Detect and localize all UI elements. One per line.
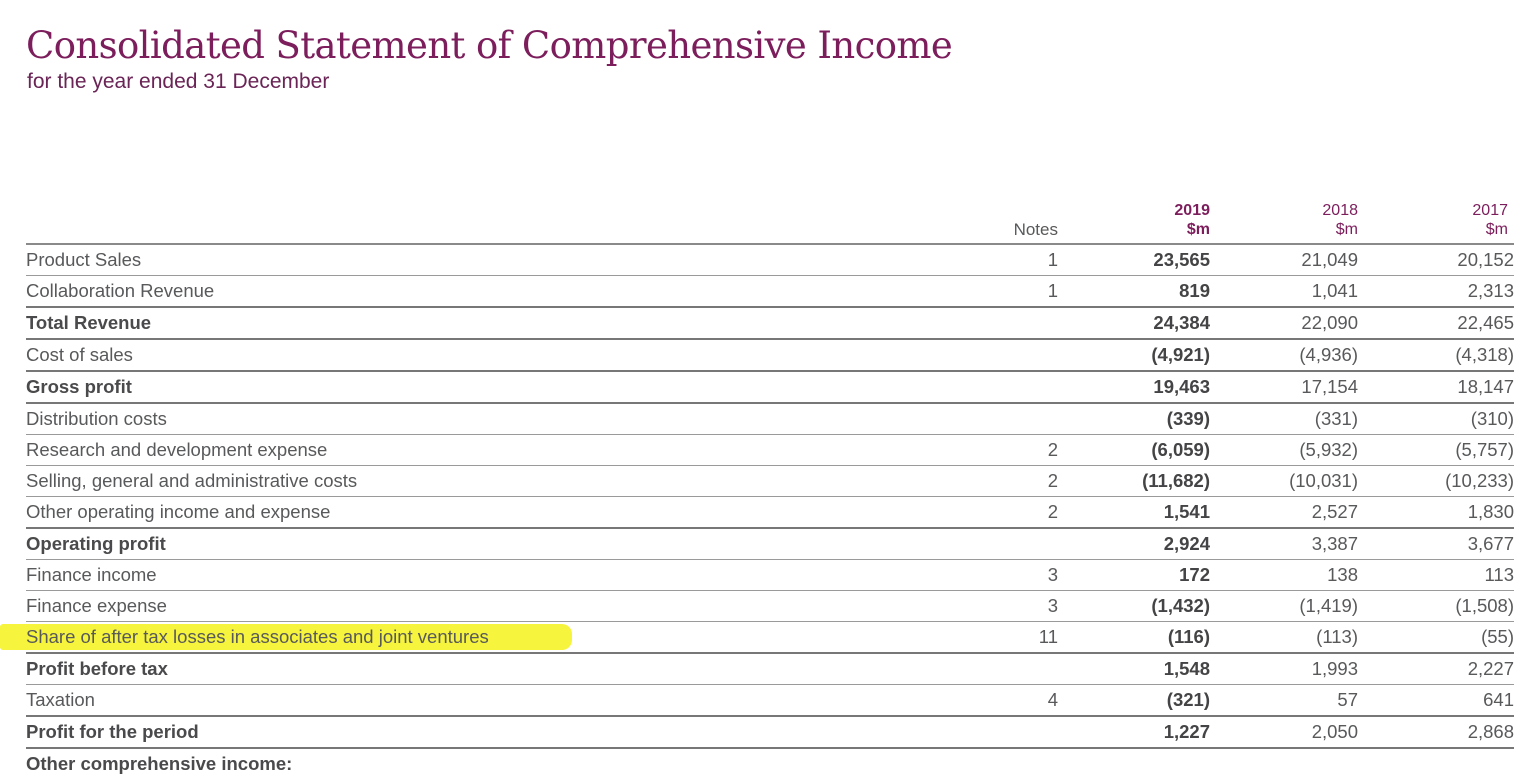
value-2018: (4,936) bbox=[1299, 344, 1358, 365]
value-2019: (4,921) bbox=[1151, 344, 1210, 365]
table-row-distribution-costs bbox=[26, 404, 1514, 435]
income-statement-table bbox=[26, 198, 1514, 779]
row-note: 2 bbox=[1047, 439, 1058, 460]
table-row-gross-profit bbox=[26, 372, 1514, 404]
value-2017: 2,313 bbox=[1467, 280, 1514, 301]
table-row-finance-expense bbox=[26, 591, 1514, 622]
value-2017: (4,318) bbox=[1455, 344, 1514, 365]
table-row-profit-for-period bbox=[26, 717, 1514, 749]
value-2018: 138 bbox=[1327, 564, 1358, 585]
row-label: Finance income bbox=[26, 564, 157, 585]
value-2018: 21,049 bbox=[1301, 249, 1358, 270]
value-2017: (5,757) bbox=[1455, 439, 1514, 460]
row-note: 2 bbox=[1047, 470, 1058, 491]
value-2018: (10,031) bbox=[1289, 470, 1358, 491]
table-row-profit-before-tax bbox=[26, 654, 1514, 685]
table-row-share-of-losses bbox=[26, 622, 1514, 654]
value-2019: 24,384 bbox=[1153, 312, 1210, 333]
row-label: Selling, general and administrative costs bbox=[26, 470, 358, 491]
row-label: Other comprehensive income: bbox=[26, 753, 293, 774]
table-row-collaboration-revenue bbox=[26, 276, 1514, 308]
value-2018: (113) bbox=[1316, 626, 1358, 647]
value-2018: 22,090 bbox=[1301, 312, 1358, 333]
value-2018: 2,527 bbox=[1311, 501, 1358, 522]
row-note: 11 bbox=[1038, 626, 1058, 647]
value-2019: (6,059) bbox=[1151, 439, 1210, 460]
value-2017: 18,147 bbox=[1457, 376, 1514, 397]
notes-column-header: Notes bbox=[1013, 220, 1058, 239]
value-2017: 22,465 bbox=[1457, 312, 1514, 333]
row-label: Other operating income and expense bbox=[26, 501, 331, 522]
table-row-product-sales bbox=[26, 245, 1514, 276]
row-note: 3 bbox=[1047, 595, 1058, 616]
value-2019: (11,682) bbox=[1142, 470, 1210, 491]
value-2018: 2,050 bbox=[1311, 721, 1358, 742]
value-2019: (1,432) bbox=[1151, 595, 1210, 616]
column-header-2019: 2019 $m bbox=[1174, 202, 1210, 238]
value-2019: 172 bbox=[1179, 564, 1210, 585]
value-2018: 1,993 bbox=[1311, 658, 1358, 679]
table-row-sga-costs bbox=[26, 466, 1514, 497]
row-label: Share of after tax losses in associates and joint ventures bbox=[26, 626, 489, 647]
value-2019: (116) bbox=[1167, 626, 1210, 647]
value-2017: 2,868 bbox=[1467, 721, 1514, 742]
value-2018: (1,419) bbox=[1299, 595, 1358, 616]
row-label: Cost of sales bbox=[26, 344, 133, 365]
value-2017: 20,152 bbox=[1457, 249, 1514, 270]
row-note: 1 bbox=[1047, 249, 1058, 270]
row-label: Taxation bbox=[26, 689, 95, 710]
value-2018: (331) bbox=[1314, 408, 1358, 429]
value-2018: 1,041 bbox=[1311, 280, 1358, 301]
value-2019: 1,548 bbox=[1163, 658, 1210, 679]
value-2017: 3,677 bbox=[1467, 533, 1514, 554]
value-2019: 1,541 bbox=[1163, 501, 1210, 522]
table-row-research-development bbox=[26, 435, 1514, 466]
row-label: Operating profit bbox=[26, 533, 166, 554]
table-row-finance-income bbox=[26, 560, 1514, 591]
row-label: Collaboration Revenue bbox=[26, 280, 215, 301]
value-2018: 3,387 bbox=[1311, 533, 1358, 554]
value-2017: 113 bbox=[1484, 564, 1514, 585]
value-2017: (310) bbox=[1470, 408, 1514, 429]
value-2019: 819 bbox=[1179, 280, 1210, 301]
column-header-2018: 2018 $m bbox=[1322, 202, 1358, 238]
row-note: 3 bbox=[1047, 564, 1058, 585]
row-label: Gross profit bbox=[26, 376, 132, 397]
row-label: Finance expense bbox=[26, 595, 167, 616]
row-note: 4 bbox=[1047, 689, 1058, 710]
value-2017: (1,508) bbox=[1455, 595, 1514, 616]
value-2019: (339) bbox=[1166, 408, 1210, 429]
row-note: 2 bbox=[1047, 501, 1058, 522]
value-2017: 2,227 bbox=[1467, 658, 1514, 679]
row-note: 1 bbox=[1047, 280, 1058, 301]
table-row-taxation bbox=[26, 685, 1514, 717]
row-label: Research and development expense bbox=[26, 439, 328, 460]
value-2018: 17,154 bbox=[1301, 376, 1358, 397]
table-row-other-operating-income bbox=[26, 497, 1514, 529]
table-row-operating-profit bbox=[26, 529, 1514, 560]
value-2017: (10,233) bbox=[1445, 470, 1514, 491]
row-label: Profit for the period bbox=[26, 721, 199, 742]
row-label: Distribution costs bbox=[26, 408, 167, 429]
row-label: Profit before tax bbox=[26, 658, 168, 679]
table-row-cost-of-sales bbox=[26, 340, 1514, 372]
statement-title: Consolidated Statement of Comprehensive Income bbox=[26, 24, 953, 67]
value-2019: 23,565 bbox=[1153, 249, 1210, 270]
table-header bbox=[26, 198, 1514, 245]
value-2017: 641 bbox=[1483, 689, 1514, 710]
value-2019: 2,924 bbox=[1163, 533, 1210, 554]
value-2017: (55) bbox=[1481, 626, 1514, 647]
column-header-2017: 2017 $m bbox=[1472, 202, 1508, 238]
row-label: Product Sales bbox=[26, 249, 142, 270]
value-2019: (321) bbox=[1166, 689, 1210, 710]
value-2018: 57 bbox=[1337, 689, 1358, 710]
table-row-other-comprehensive-income bbox=[26, 749, 1514, 779]
table-row-total-revenue bbox=[26, 308, 1514, 340]
row-label: Total Revenue bbox=[26, 312, 152, 333]
statement-subtitle: for the year ended 31 December bbox=[27, 70, 330, 93]
value-2017: 1,830 bbox=[1467, 501, 1514, 522]
value-2019: 19,463 bbox=[1153, 376, 1210, 397]
value-2018: (5,932) bbox=[1299, 439, 1358, 460]
value-2019: 1,227 bbox=[1163, 721, 1210, 742]
